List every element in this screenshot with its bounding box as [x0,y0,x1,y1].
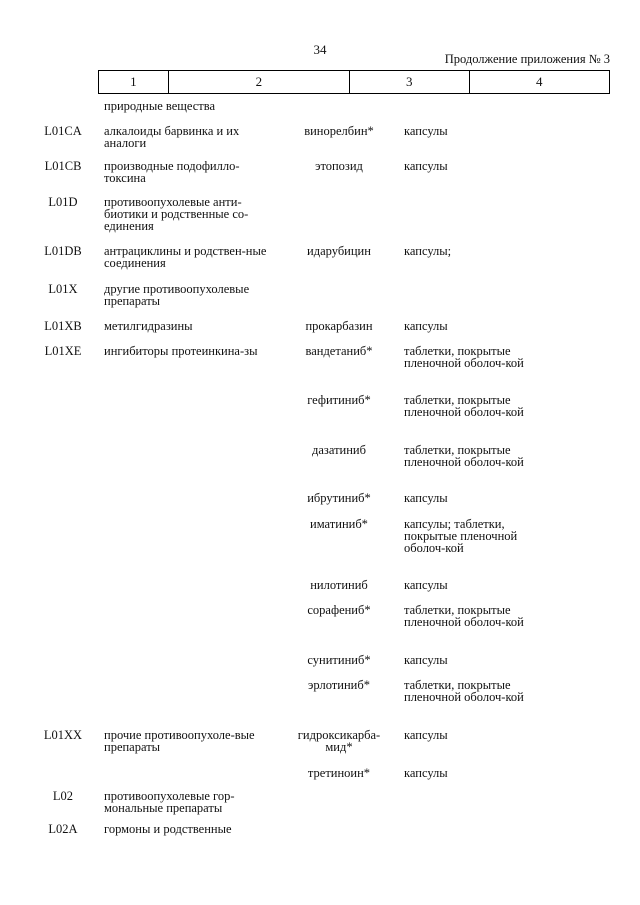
table-row [0,823,540,835]
table-row [0,320,540,332]
group-name: природные вещества [104,99,216,113]
table-row [0,679,540,703]
table-row [0,604,540,628]
drug-name: этопозид [315,159,363,173]
header-col-1: 1 [99,71,169,93]
group-name: метилгидразины [104,319,193,333]
drug-name: ибрутиниб* [307,491,371,505]
dosage-form: таблетки, покрытые пленочной оболоч-кой [404,344,524,370]
dosage-form: капсулы; таблетки, покрытые пленочной оболоч-кой [404,517,518,555]
dosage-form: капсулы [404,159,448,173]
dosage-form: таблетки, покрытые пленочной оболоч-кой [404,393,524,419]
table-row [0,345,540,369]
table-row [0,100,540,112]
group-name: алкалоиды барвинка и их аналоги [104,124,240,150]
table-row [0,654,540,666]
group-name: прочие противоопухоле-вые препараты [104,728,255,754]
dosage-form: капсулы [404,319,448,333]
group-name: гормоны и родственные [104,822,232,836]
drug-name: нилотиниб [310,578,368,592]
drug-name: сорафениб* [307,603,371,617]
table-row [0,518,540,554]
table-row [0,729,540,753]
group-name: противоопухолевые гор-мональные препараты [104,789,235,815]
drug-name: сунитиниб* [307,653,371,667]
page-number: 34 [313,42,327,57]
table-row [0,492,540,504]
drug-name: эрлотиниб* [308,678,370,692]
drug-name: третиноин* [307,766,371,780]
dosage-form: таблетки, покрытые пленочной оболоч-кой [404,678,524,704]
group-name: другие противоопухолевые препараты [104,282,250,308]
header-col-2: 2 [169,71,350,93]
header-col-3: 3 [350,71,470,93]
table-row [0,196,540,232]
table-row [0,579,540,591]
drug-name: прокарбазин [305,319,373,333]
atc-code: L01D [48,195,78,209]
drug-name: винорелбин* [304,124,374,138]
group-name: производные подофилло-токсина [104,159,240,185]
table-row [0,790,540,814]
drug-name: вандетаниб* [305,344,373,358]
atc-code: L01XX [43,728,83,742]
header-col-4: 4 [536,74,543,89]
atc-code: L01DB [44,244,82,258]
dosage-form: капсулы [404,491,448,505]
group-name: антрациклины и родствен-ные соединения [104,244,267,270]
atc-code: L01CA [44,124,82,138]
atc-code: L02 [52,789,74,803]
drug-name: гидроксикарба-мид* [297,728,381,754]
table-row [0,125,540,149]
dosage-form: таблетки, покрытые пленочной оболоч-кой [404,603,524,629]
dosage-form: капсулы [404,728,448,742]
atc-code: L01XB [44,319,82,333]
table-row [0,767,540,779]
dosage-form: таблетки, покрытые пленочной оболоч-кой [404,443,524,469]
atc-code: L01XE [44,344,82,358]
atc-code: L01CB [44,159,82,173]
table-row [0,283,540,307]
table-row [0,160,540,184]
group-name: противоопухолевые анти-биотики и родственные со-единения [104,195,249,233]
table-row [0,394,540,418]
atc-code: L02A [48,822,78,836]
group-name: ингибиторы протеинкина-зы [104,344,258,358]
drug-name: иматиниб* [310,517,368,531]
table-row [0,444,540,468]
drug-name: идарубицин [307,244,371,258]
dosage-form: капсулы [404,653,448,667]
dosage-form: капсулы [404,124,448,138]
drug-name: дазатиниб [312,443,366,457]
continuation-note: Продолжение приложения № 3 [444,52,610,66]
dosage-form: капсулы [404,766,448,780]
table-row [0,245,540,269]
drug-name: гефитиниб* [307,393,371,407]
dosage-form: капсулы [404,578,448,592]
dosage-form: капсулы; [404,244,452,258]
table-header [98,70,610,94]
atc-code: L01X [48,282,78,296]
